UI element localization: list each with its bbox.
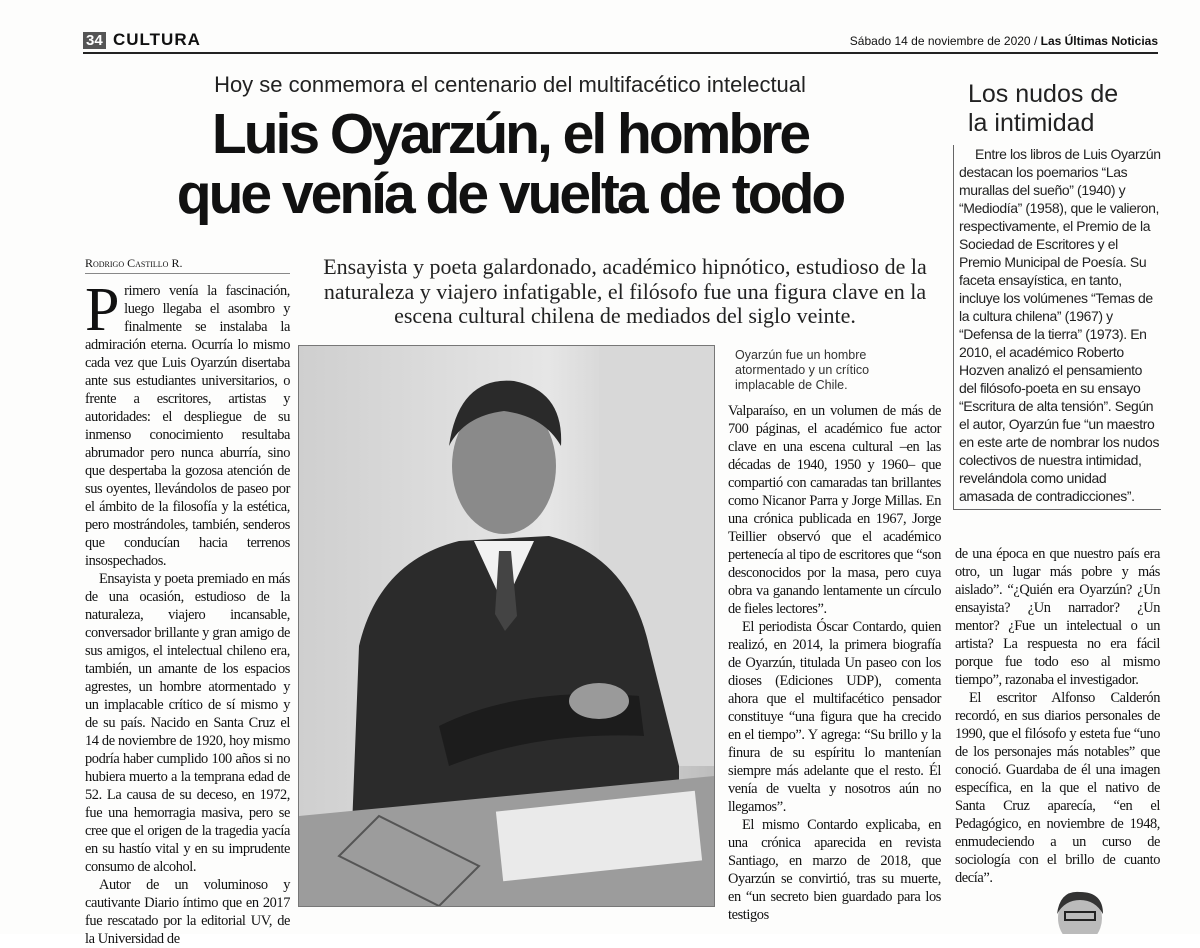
deck: Ensayista y poeta galardonado, académico hipnótico, estudioso de la naturaleza y viajero infatigable, el filósofo fue una figura clave en la escena cultural chilena de mediados del siglo veinte. <box>323 254 927 328</box>
dateline <box>850 34 1158 48</box>
paragraph-text: rimero venía la fascinación, luego llegaba el asombro y finalmente se instalaba la admiración eterna. Ocurría lo mismo cada vez que Luis Oyarzún disertaba ante sus estudiantes universitarios, o frente a escritores, artistas y autoridades: el despliegue de su inmenso conocimiento resultaba abrumador pero nunca aburría, sino que despertaba la gozosa atención de sus oyentes, llevándolos de paseo por el ámbito de la filosofía y la estética, pero mostrándoles, también, senderos que conducían hacia terrenos insospechados. <box>85 283 290 569</box>
paragraph: Ensayista y poeta premiado en más de una ocasión, estudioso de la naturaleza, viajero incansable, conversador brillante y gran amigo de sus amigos, el intelectual chileno era, también, un amante de los espacios agrestes, un hombre atormentado y un implacable crítico de sí mismo y de su país. Nacido en Santa Cruz el 14 de noviembre de 1920, hoy mismo podría haber cumplido 100 años si no hubiera muerto a la temprana edad de 52. La causa de su deceso, en 1972, fue una hemorragia masiva, pero se cree que el origen de la tragedia yacía en su hastío vital y en su imprudente consumo de alcohol. <box>85 571 290 875</box>
date: Sábado 14 de noviembre de 2020 / <box>849 34 1038 48</box>
sidebar-title-line: Los nudos de <box>968 80 1119 108</box>
paragraph: El escritor Alfonso Calderón recordó, en sus diarios personales de 1990, que el filósofo y esteta fue “uno de los personajes más notables” que conoció. Guardaba de él una imagen específica, en la que el nativo de Santa Cruz aparecía, “en el Pedagógico, en noviembre de 1948, enmudeciendo a un curso de sociología con el brillo de cuanto decía”. <box>955 690 1160 886</box>
drop-cap: P <box>85 276 120 344</box>
paragraph: El periodista Óscar Contardo, quien realizó, en 2014, la primera biografía de Oyarzún, titulada Un paseo con los dioses (Ediciones UDP), comenta ahora que el multifacético pensador constituye “una figura que ha crecido en el tiempo”. Y agrega: “Su brillo y la finura de su espíritu lo mantenían siempre más adelante que el resto. Él venía de vuelta y nosotros aún no llegamos”. <box>728 619 941 815</box>
paragraph <box>85 276 290 570</box>
paragraph: de una época en que nuestro país era otro, un lugar más pobre y más aislado”. “¿Quién era Oyarzún? ¿Un ensayista? ¿Un narrador? ¿Un mentor? ¿Fue un intelectual o un artista? La respuesta no era fácil porque fue todo eso al mismo tiempo”, razonaba el investigador. <box>955 546 1160 688</box>
paragraph: Valparaíso, en un volumen de más de 700 páginas, el académico fue actor clave en una escena cultural –en las décadas de 1940, 1950 y 1960– que compartió con camaradas tan brillantes como Nicanor Parra y Jorge Millas. En una crónica publicada en 1967, Jorge Teillier observó que el académico pertenecía al tipo de escritores que “son desconocidos por la masa, pero cuya obra va ganando lentamente un círculo de fieles lectores”. <box>728 403 941 617</box>
sidebar-title <box>968 80 1118 138</box>
publication-name: Las Últimas Noticias <box>1040 34 1158 48</box>
sidebar-title-line: la intimidad <box>968 109 1095 137</box>
section-name: CULTURA <box>113 30 201 49</box>
paragraph: Autor de un voluminoso y cautivante Diario íntimo que en 2017 fue rescatado por la editorial UV, de la Universidad de <box>85 877 290 947</box>
sidebar-body: Entre los libros de Luis Oyarzún destacan los poemarios “Las murallas del sueño” (1940) y “Mediodía” (1958), que le valieron, respectivamente, el Premio de la Sociedad de Escritores y el Premio Municipal de Poesía. Su faceta ensayística, en tanto, incluye los volúmenes “Temas de la cultura chilena” (1967) y “Defensa de la tierra” (1973). En 2010, el académico Roberto Hozven analizó el pensamiento del filósofo-poeta en su ensayo “Escritura de alta tensión”. Según el autor, Oyarzún fue “un maestro en este arte de nombrar los nudos colectivos de nuestra intimidad, revelándola como unidad amasada de contradicciones”. <box>959 146 1161 504</box>
page-header <box>83 30 1158 54</box>
article-column-1 <box>85 276 290 948</box>
page-number: 34 <box>83 32 106 49</box>
paragraph: El mismo Contardo explicaba, en una crónica aparecida en revista Santiago, en marzo de 2018, que Oyarzún se convirtió, tras su muerte, en “un secreto bien guardado para los testigos <box>728 817 941 923</box>
sidebar-box <box>953 145 1161 510</box>
photo-caption: Oyarzún fue un hombre atormentado y un crítico implacable de Chile. <box>735 348 870 392</box>
headline-line: Luis Oyarzún, el hombre <box>211 102 809 166</box>
headline-line: que venía de vuelta de todo <box>176 162 844 226</box>
article-column-4 <box>955 545 1160 887</box>
columnist-photo <box>1045 888 1115 934</box>
byline: Rodrigo Castillo R. <box>85 256 290 274</box>
kicker: Hoy se conmemora el centenario del multifacético intelectual <box>214 72 806 97</box>
article-column-3 <box>728 402 941 924</box>
portrait-photo <box>298 345 715 907</box>
headline <box>80 104 940 224</box>
